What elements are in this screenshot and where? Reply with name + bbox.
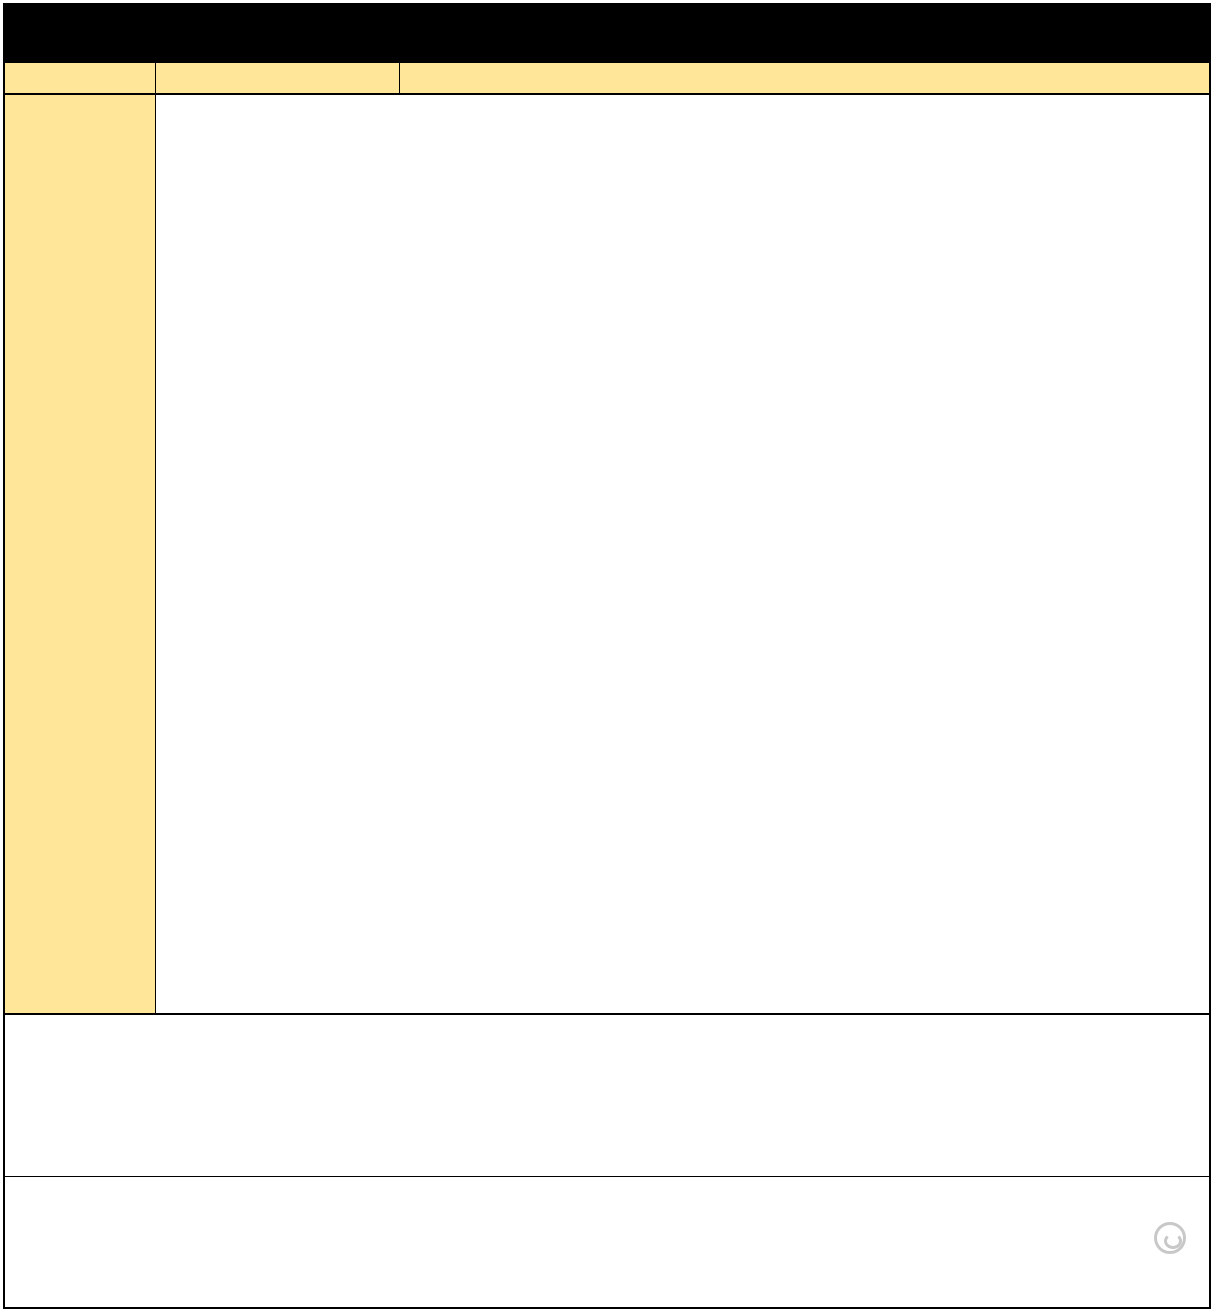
category-cell [5,95,156,1013]
header-category [5,63,156,95]
sheet-title [5,5,1209,63]
verdict-section [5,1177,1209,1307]
notes-section [5,1013,1209,1177]
header-basic-info [400,63,1209,95]
header-score [156,63,400,95]
brand-logo [1154,1222,1196,1254]
tiger-logo-icon [1154,1222,1186,1254]
ipo-summary-sheet [3,3,1211,1309]
